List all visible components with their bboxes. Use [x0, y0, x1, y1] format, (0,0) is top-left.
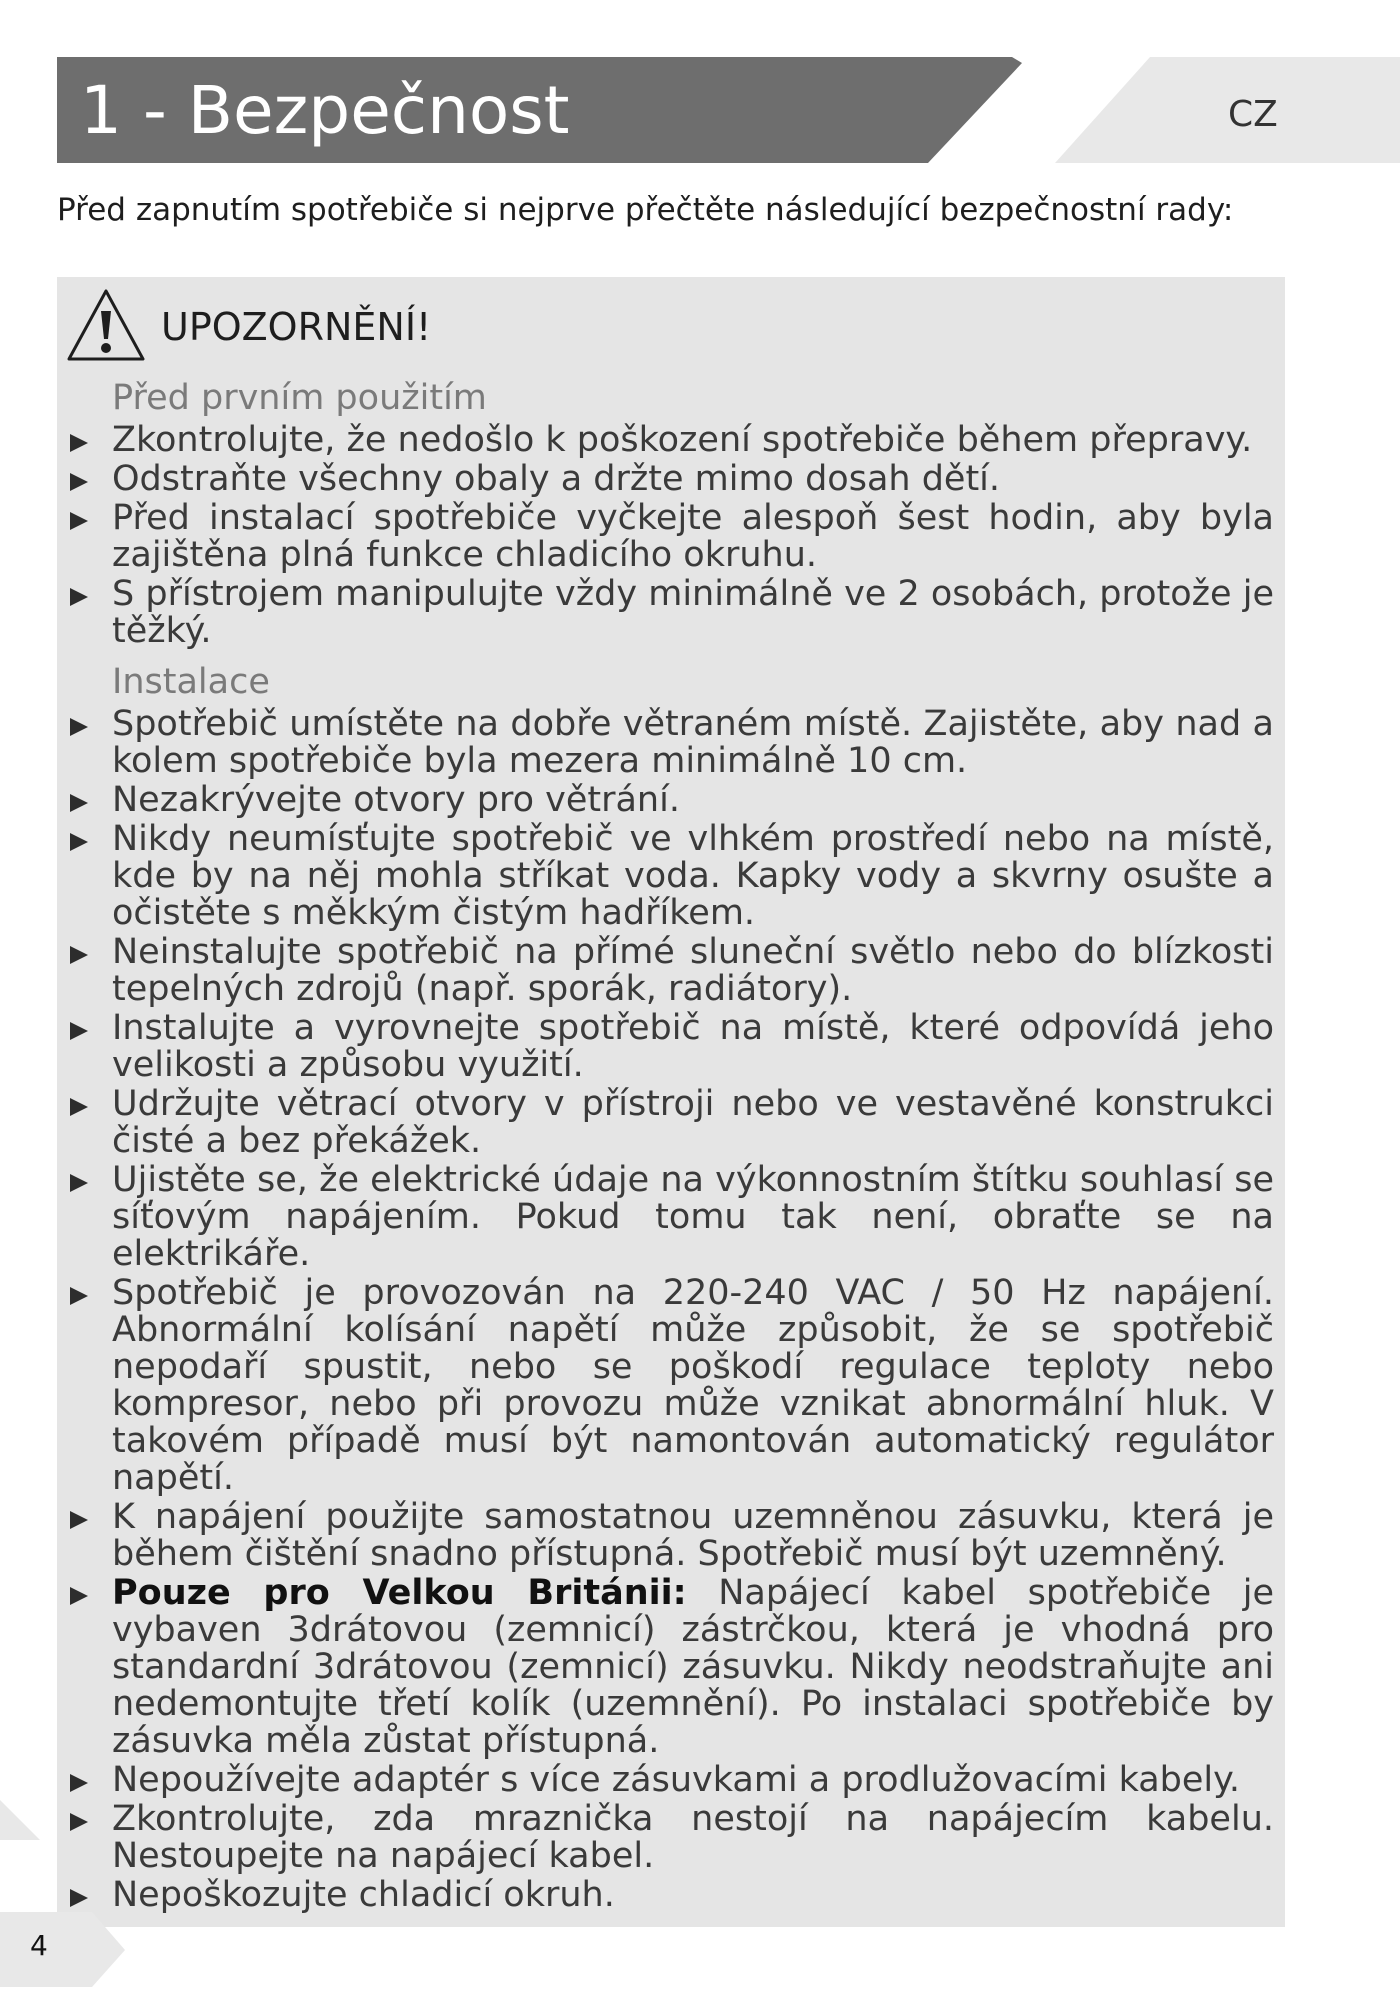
- list-item-text: Zkontrolujte, zda mraznička nestojí na napájecím kabelu. Nestoupejte na napájecí kabel.: [112, 1799, 1274, 1876]
- list-item: [66, 1010, 1274, 1084]
- list-item-text: Napájecí kabel spotřebiče je vybaven 3drátovou (zemnicí) zástrčkou, která je vhodná pro standardní 3drátovou (zemnicí) zásuvku. Nikdy neodstraňujte ani nedemontujte třetí kolík (uzemnění). Po instalaci spotřebiče by zásuvka měla zůstat přístupná.: [112, 1573, 1275, 1761]
- bullet-arrow-icon: [70, 1098, 88, 1116]
- list-item: [66, 1877, 1274, 1914]
- list-item: [66, 782, 1274, 819]
- bullet-arrow-icon: [70, 434, 88, 452]
- section-title-installation: Instalace: [112, 662, 270, 702]
- list-item-text: Spotřebič umístěte na dobře větraném místě. Zajistěte, aby nad a kolem spotřebiče byla mezera minimálně 10 cm.: [112, 704, 1274, 781]
- list-item: [66, 1086, 1274, 1160]
- list-item-text: Nezakrývejte otvory pro větrání.: [112, 780, 680, 820]
- bullet-arrow-icon: [70, 946, 88, 964]
- list-item-text: Neinstalujte spotřebič na přímé sluneční světlo nebo do blízkosti tepelných zdrojů (např. sporák, radiátory).: [112, 932, 1274, 1009]
- page-title: 1 - Bezpečnost: [80, 72, 570, 149]
- bullet-arrow-icon: [70, 1587, 88, 1605]
- list-item-text: Nepoškozujte chladicí okruh.: [112, 1875, 615, 1915]
- bullet-arrow-icon: [70, 1287, 88, 1305]
- bullet-arrow-icon: [70, 512, 88, 530]
- list-item: [66, 1499, 1274, 1573]
- list-item: [66, 576, 1274, 650]
- list-item: [66, 1801, 1274, 1875]
- list-item-text: Nepoužívejte adaptér s více zásuvkami a prodlužovacími kabely.: [112, 1760, 1240, 1800]
- list-item: [66, 1762, 1274, 1799]
- bullet-arrow-icon: [70, 1022, 88, 1040]
- list-item: [66, 934, 1274, 1008]
- list-item-text: Ujistěte se, že elektrické údaje na výkonnostním štítku souhlasí se síťovým napájením. Pokud tomu tak není, obraťte se na elektrikáře.: [112, 1160, 1274, 1274]
- list-item: [66, 461, 1274, 498]
- list-item: [66, 706, 1274, 780]
- list-item-text: S přístrojem manipulujte vždy minimálně ve 2 osobách, protože je těžký.: [112, 574, 1274, 651]
- bullet-arrow-icon: [70, 1511, 88, 1529]
- section-title-first-use: Před prvním použitím: [112, 378, 487, 418]
- uk-only-label: Pouze pro Velkou Británii:: [112, 1573, 687, 1613]
- list-item-uk: [66, 1575, 1274, 1760]
- page-number: 4: [30, 1929, 48, 1962]
- list-item-text: Spotřebič je provozován na 220-240 VAC / 50 Hz napájení. Abnormální kolísání napětí může způsobit, že se spotřebič nepodaří spustit, nebo se poškodí regulace teploty nebo kompresor, nebo při provozu může vznikat abnormální hluk. V takovém případě musí být namontován automatický regulátor napětí.: [112, 1273, 1274, 1498]
- list-item-text: Instalujte a vyrovnejte spotřebič na místě, které odpovídá jeho velikosti a způsobu využití.: [112, 1008, 1274, 1085]
- bullet-arrow-icon: [70, 1174, 88, 1192]
- bullet-arrow-icon: [70, 1774, 88, 1792]
- bullet-arrow-icon: [70, 588, 88, 606]
- warning-title: UPOZORNĚNÍ!: [161, 305, 432, 349]
- bullet-arrow-icon: [70, 718, 88, 736]
- list-item-text: Nikdy neumísťujte spotřebič ve vlhkém prostředí nebo na místě, kde by na něj mohla stříkat voda. Kapky vody a skvrny osušte a očistěte s měkkým čistým hadříkem.: [112, 819, 1274, 933]
- list-item: [66, 821, 1274, 932]
- list-item-text: Udržujte větrací otvory v přístroji nebo ve vestavěné konstrukci čisté a bez překážek.: [112, 1084, 1274, 1161]
- warning-content: [66, 374, 1274, 1916]
- first-use-list: [66, 422, 1274, 650]
- list-item-text: K napájení použijte samostatnou uzemněnou zásuvku, která je během čištění snadno přístupná. Spotřebič musí být uzemněný.: [112, 1497, 1274, 1574]
- list-item: [66, 422, 1274, 459]
- bullet-arrow-icon: [70, 473, 88, 491]
- list-item: [66, 1162, 1274, 1273]
- list-item: [66, 500, 1274, 574]
- intro-text: Před zapnutím spotřebiče si nejprve přečtěte následující bezpečnostní rady:: [57, 192, 1234, 228]
- warning-triangle-icon: [65, 287, 147, 363]
- bullet-arrow-icon: [70, 833, 88, 851]
- list-item-text: Před instalací spotřebiče vyčkejte alespoň šest hodin, aby byla zajištěna plná funkce chladicího okruhu.: [112, 498, 1274, 575]
- installation-list: [66, 706, 1274, 1914]
- list-item: [66, 1275, 1274, 1497]
- page-tab-decoration: [0, 1800, 130, 1991]
- list-item-text: Odstraňte všechny obaly a držte mimo dosah dětí.: [112, 459, 1001, 499]
- bullet-arrow-icon: [70, 794, 88, 812]
- list-item-text: Zkontrolujte, že nedošlo k poškození spotřebiče během přepravy.: [112, 420, 1253, 460]
- language-code: CZ: [1228, 94, 1278, 135]
